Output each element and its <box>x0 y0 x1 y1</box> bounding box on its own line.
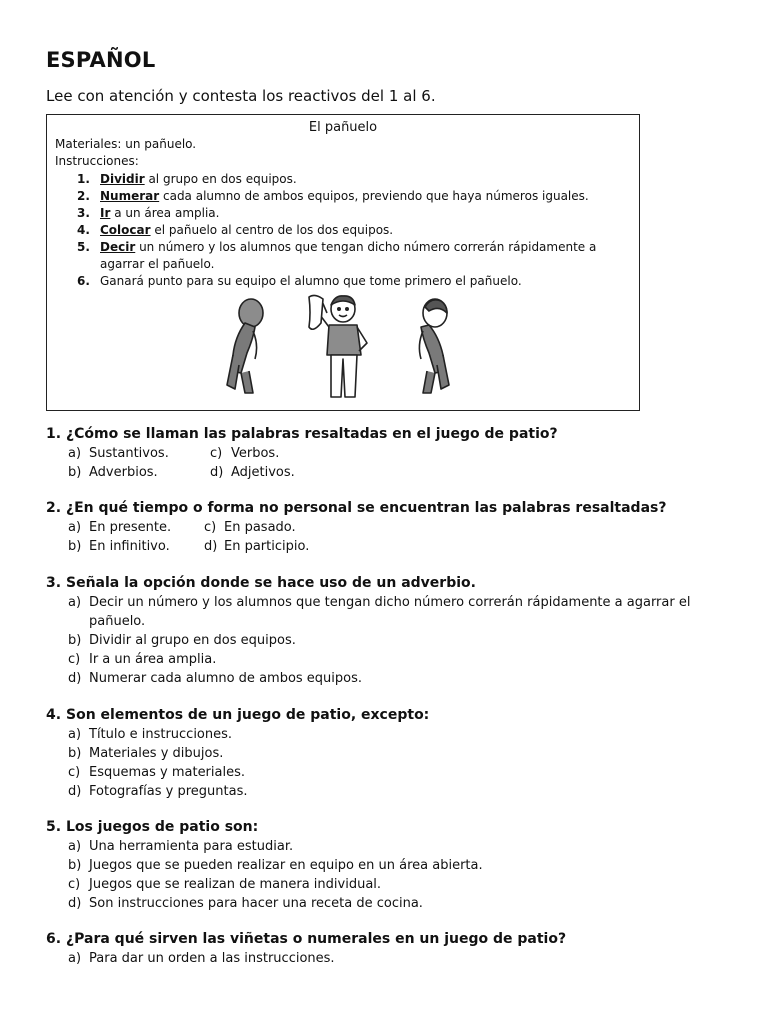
option-letter: d) <box>210 465 224 480</box>
step-keyword: Colocar <box>100 223 151 237</box>
question-5 <box>46 818 736 913</box>
instruction-step <box>71 239 631 273</box>
option-item <box>46 875 736 894</box>
option-text: Materiales y dibujos. <box>89 746 224 761</box>
instructions-label: Instrucciones: <box>55 154 139 168</box>
option-letter: b) <box>68 746 82 761</box>
step-number: 6. <box>77 274 90 288</box>
option-text: Decir un número y los alumnos que tengan dicho número correrán rápidamente a agarrar el pañuelo. <box>89 595 691 629</box>
instruction-step <box>71 171 631 188</box>
option-item <box>46 856 736 875</box>
instruction-step <box>71 205 631 222</box>
option-text: Esquemas y materiales. <box>89 765 245 780</box>
materials-line: Materiales: un pañuelo. <box>55 137 197 151</box>
question-6 <box>46 930 736 968</box>
option-text: Ir a un área amplia. <box>89 652 217 667</box>
option-text: Adjetivos. <box>231 465 295 480</box>
question-4 <box>46 706 736 801</box>
question-number: 6. <box>46 931 62 947</box>
option-item <box>46 593 736 631</box>
option-item <box>46 949 736 968</box>
question-text <box>46 499 736 518</box>
question-number: 4. <box>46 707 62 723</box>
option-letter: d) <box>204 539 218 554</box>
reading-box <box>46 114 640 411</box>
children-playing-illustration <box>217 293 467 401</box>
step-number: 1. <box>77 172 90 186</box>
option-text: En infinitivo. <box>89 539 170 554</box>
step-keyword: Ir <box>100 206 111 220</box>
step-keyword: Dividir <box>100 172 145 186</box>
step-number: 3. <box>77 206 90 220</box>
question-text <box>46 706 736 725</box>
question-number: 3. <box>46 575 62 591</box>
option-text: Una herramienta para estudiar. <box>89 839 294 854</box>
reading-title: El pañuelo <box>308 120 378 135</box>
step-text: cada alumno de ambos equipos, previendo que haya números iguales. <box>159 189 589 203</box>
option-item <box>46 669 736 688</box>
step-keyword: Numerar <box>100 189 160 203</box>
option-letter: d) <box>68 896 82 911</box>
option-item <box>46 837 736 856</box>
option-row <box>46 444 736 463</box>
option-letter: c) <box>68 877 81 892</box>
option-letter: b) <box>68 633 82 648</box>
option-text: En presente. <box>89 520 172 535</box>
step-text: a un área amplia. <box>110 206 220 220</box>
option-text: Verbos. <box>231 446 280 461</box>
option-letter: c) <box>68 765 81 780</box>
right-child-figure <box>419 299 449 393</box>
question-prompt: ¿En qué tiempo o forma no personal se encuentran las palabras resaltadas? <box>66 500 667 516</box>
option-item <box>46 744 736 763</box>
option-text: Título e instrucciones. <box>89 727 233 742</box>
question-number: 1. <box>46 426 62 442</box>
question-number: 5. <box>46 819 62 835</box>
question-prompt: ¿Para qué sirven las viñetas o numerales en un juego de patio? <box>66 931 567 947</box>
option-row <box>46 463 736 482</box>
option-letter: a) <box>68 520 82 535</box>
option-letter: c) <box>210 446 223 461</box>
step-keyword: Decir <box>100 240 136 254</box>
instruction-text: Lee con atención y contesta los reactivos del 1 al 6. <box>46 87 436 105</box>
left-child-figure <box>227 299 263 393</box>
question-3 <box>46 574 736 688</box>
option-text: Numerar cada alumno de ambos equipos. <box>89 671 363 686</box>
option-text: Para dar un orden a las instrucciones. <box>89 951 335 966</box>
option-text: En pasado. <box>224 520 296 535</box>
option-item <box>46 894 736 913</box>
option-row <box>46 537 736 556</box>
option-row <box>46 518 736 537</box>
option-item <box>46 763 736 782</box>
option-letter: d) <box>68 671 82 686</box>
option-letter: b) <box>68 539 82 554</box>
option-letter: b) <box>68 465 82 480</box>
option-text: Fotografías y preguntas. <box>89 784 248 799</box>
question-text <box>46 930 736 949</box>
question-prompt: Señala la opción donde se hace uso de un adverbio. <box>66 575 476 591</box>
question-text <box>46 574 736 593</box>
question-text <box>46 425 736 444</box>
option-letter: b) <box>68 858 82 873</box>
question-text <box>46 818 736 837</box>
option-item <box>46 631 736 650</box>
option-letter: a) <box>68 839 82 854</box>
option-letter: c) <box>204 520 217 535</box>
step-text: Ganará punto para su equipo el alumno que tome primero el pañuelo. <box>100 274 522 288</box>
option-item <box>46 650 736 669</box>
instruction-step <box>71 188 631 205</box>
step-number: 2. <box>77 189 90 203</box>
option-text: Sustantivos. <box>89 446 169 461</box>
step-text: un número y los alumnos que tengan dicho número correrán rápidamente a <box>135 240 597 254</box>
step-text-continuation: agarrar el pañuelo. <box>100 257 215 271</box>
instruction-step <box>71 222 631 239</box>
option-text: Son instrucciones para hacer una receta de cocina. <box>89 896 423 911</box>
question-prompt: ¿Cómo se llaman las palabras resaltadas en el juego de patio? <box>66 426 558 442</box>
option-text: Adverbios. <box>89 465 158 480</box>
option-text: En participio. <box>224 539 310 554</box>
option-text: Dividir al grupo en dos equipos. <box>89 633 296 648</box>
question-1 <box>46 425 736 482</box>
step-text: al grupo en dos equipos. <box>144 172 297 186</box>
option-text: Juegos que se pueden realizar en equipo en un área abierta. <box>89 858 483 873</box>
center-boy-figure <box>309 295 367 397</box>
step-text: el pañuelo al centro de los dos equipos. <box>150 223 394 237</box>
instruction-step <box>71 273 631 290</box>
option-item <box>46 725 736 744</box>
option-letter: a) <box>68 595 82 610</box>
option-letter: a) <box>68 727 82 742</box>
question-2 <box>46 499 736 556</box>
question-number: 2. <box>46 500 62 516</box>
instruction-steps <box>71 171 631 290</box>
question-prompt: Los juegos de patio son: <box>66 819 259 835</box>
question-prompt: Son elementos de un juego de patio, excepto: <box>66 707 430 723</box>
option-letter: d) <box>68 784 82 799</box>
option-letter: c) <box>68 652 81 667</box>
step-number: 5. <box>77 240 90 254</box>
option-item <box>46 782 736 801</box>
option-letter: a) <box>68 951 82 966</box>
option-text: Juegos que se realizan de manera individual. <box>89 877 382 892</box>
option-letter: a) <box>68 446 82 461</box>
page-title: ESPAÑOL <box>46 48 156 72</box>
step-number: 4. <box>77 223 90 237</box>
